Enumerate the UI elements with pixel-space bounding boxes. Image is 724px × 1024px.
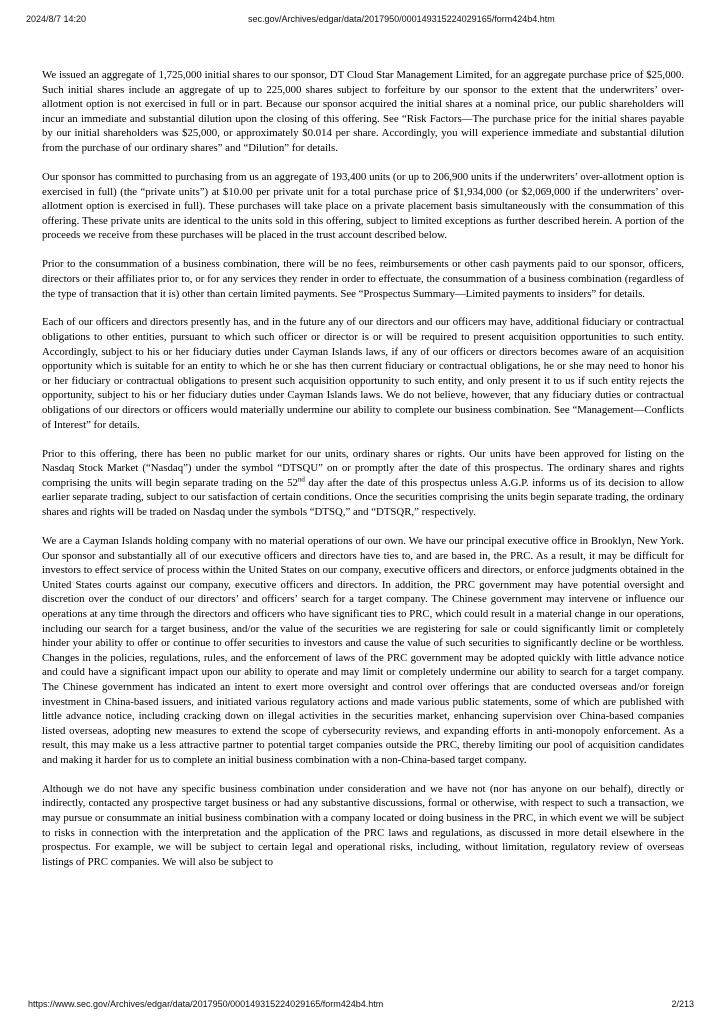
paragraph-private-units: Our sponsor has committed to purchasing from us an aggregate of 193,400 units (or up to 206,900 units if the underwriters’ over-allotment option is exercised in full) (the “private units”) at $10.00 per private unit for a total purchase price of $1,934,000 (or $2,069,000 if the underwriters’ over-allotment option is exercised in full). These purchases will take place on a private placement basis simultaneously with the consummation of this offering. These private units are identical to the units sold in this offering, subject to limited exceptions as further described herein. A portion of the proceeds we receive from these purchases will be placed in the trust account described below.	[42, 170, 684, 242]
paragraph-fiduciary-duties: Each of our officers and directors presently has, and in the future any of our directors and our officers may have, additional fiduciary or contractual obligations to other entities, pursuant to which such officer or director is or will be required to present acquisition opportunities to such entity. Accordingly, subject to his or her fiduciary duties under Cayman Islands laws, if any of our officers or directors becomes aware of an acquisition opportunity which is suitable for an entity to which he or she has then current fiduciary or contractual obligations, he or she may need to honor his or her fiduciary or contractual obligations to present such acquisition opportunity to such entity, and only present it to us if such entity rejects the opportunity, subject to his or her fiduciary duties under Cayman Islands laws. We do not believe, however, that any fiduciary duties or contractual obligations of our directors or officers would materially undermine our ability to complete our business combination. See “Management—Conflicts of Interest” for details.	[42, 316, 684, 431]
paragraph-initial-shares: We issued an aggregate of 1,725,000 initial shares to our sponsor, DT Cloud Star Management Limited, for an aggregate purchase price of $25,000. Such initial shares include an aggregate of up to 225,000 shares subject to forfeiture by our sponsor to the extent that the underwriters’ over-allotment option is not exercised in full or in part. Because our sponsor acquired the initial shares at a nominal price, our public shareholders will incur an immediate and substantial dilution upon the closing of this offering. See “Risk Factors—The purchase price for the initial shares payable by our initial shareholders was $25,000, or approximately $0.014 per share. Accordingly, you will experience immediate and substantial dilution from the purchase of our ordinary shares” and “Dilution” for details.	[42, 69, 684, 154]
document-body	[42, 68, 684, 884]
print-footer	[0, 999, 724, 1013]
print-header	[0, 14, 724, 28]
footer-url: https://www.sec.gov/Archives/edgar/data/2017950/000149315224029165/form424b4.htm	[28, 999, 384, 1009]
page-number: 2/213	[671, 999, 694, 1009]
listing-text-part2: day after the date of this prospectus unless A.G.P. informs us of its decision to allow earlier separate trading, subject to our satisfaction of certain conditions. Once the securities comprising the units begin separate trading, the ordinary shares and rights will be traded on Nasdaq under the symbols “DTSQ,” and “DTSQR,” respectively.	[42, 476, 685, 518]
print-page-title: sec.gov/Archives/edgar/data/2017950/000149315224029165/form424b4.htm	[248, 14, 555, 24]
paragraph-business-combination: Although we do not have any specific business combination under consideration and we have not (nor has anyone on our behalf), directly or indirectly, contacted any prospective target business or had any substantive discussions, formal or otherwise, with respect to such a transaction, we may pursue or consummate an initial business combination with a company located or doing business in the PRC, in which event we will be subject to risks in connection with the interpretation and the application of the PRC laws and regulations, as discussed in more detail elsewhere in the prospectus. For example, we will be subject to certain legal and operational risks, including, without limitation, regulatory review of overseas listings of PRC companies. We will also be subject to	[42, 782, 684, 868]
listing-text-part1: Prior to this offering, there has been no public market for our units, ordinary shares or rights. Our units have been approved for listing on the Nasdaq Stock Market (“Nasdaq”) under the symbol “DTSQU” on or promptly after the date of this prospectus. The ordinary shares and rights comprising the units will begin separate trading on the 52	[42, 447, 684, 489]
paragraph-payments: Prior to the consummation of a business combination, there will be no fees, reimbursements or other cash payments paid to our sponsor, officers, directors or their affiliates prior to, or for any services they render in order to effectuate, the consummation of a business combination (regardless of the type of transaction that it is) other than certain limited payments. See “Prospectus Summary—Limited payments to insiders” for details.	[42, 258, 684, 300]
ordinal-superscript: nd	[297, 475, 305, 484]
paragraph-nasdaq-listing	[42, 447, 684, 520]
paragraph-cayman-prc: We are a Cayman Islands holding company with no material operations of our own. We have our principal executive office in Brooklyn, New York. Our sponsor and substantially all of our executive officers and directors have ties to, and are based in, the PRC. As a result, it may be difficult for investors to effect service of process within the United States on our company, executive officers and directors, or enforce judgments obtained in the United States courts against our company, executive officers and directors. In addition, the PRC government may have potential oversight and discretion over the conduct of our directors’ and officers’ search for a target company. The Chinese government may intervene or influence our operations at any time through the directors and officers who have significant ties to PRC, which could result in a material change in our operations, including our search for a target business, and/or the value of the securities we are registering for sale or could significantly limit or completely hinder your ability to offer or continue to offer securities to investors and cause the value of such securities to significantly decline or be worthless. Changes in the policies, regulations, rules, and the enforcement of laws of the PRC government may be adopted quickly with little advance notice and could have a significant impact upon our ability to operate and may limit or completely undermine our ability to search for a target company. The Chinese government has indicated an intent to exert more oversight and control over offerings that are conducted overseas and/or foreign investment in China-based issuers, and initiated various regulatory actions and made various public statements, some of which are published with little advance notice, including cracking down on illegal activities in the securities market, enhancing supervision over China-based companies listed overseas, adopting new measures to extend the scope of cybersecurity reviews, and expanding efforts in anti-monopoly enforcement. As a result, this may make us a less attractive partner to potential target companies outside the PRC, thereby limiting our pool of acquisition candidates and making it harder for us to complete an initial business combination with a non-China-based target company.	[42, 534, 684, 766]
print-datetime: 2024/8/7 14:20	[26, 14, 87, 24]
